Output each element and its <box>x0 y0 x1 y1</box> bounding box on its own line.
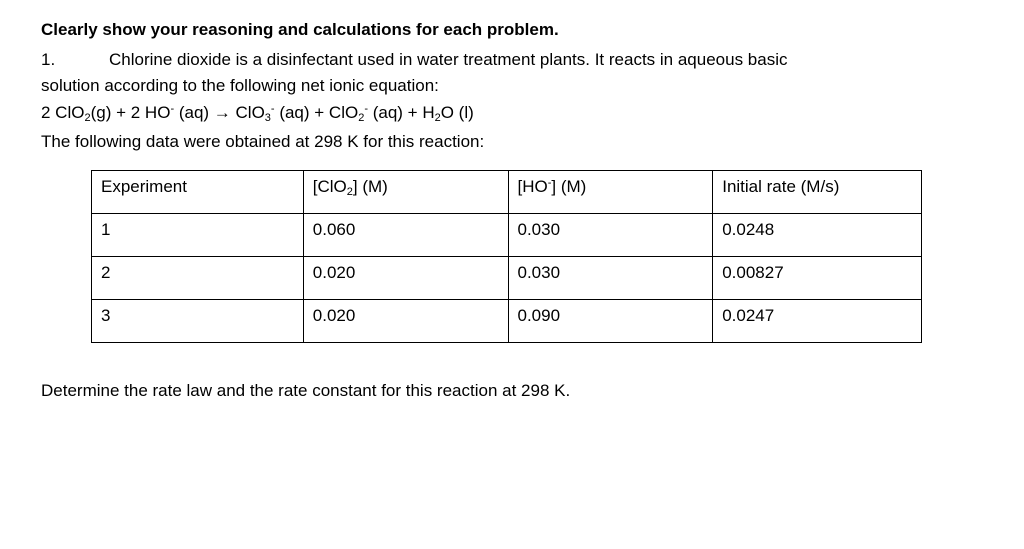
cell-clo2: 0.020 <box>303 300 508 343</box>
data-intro: The following data were obtained at 298 K for this reaction: <box>41 132 485 151</box>
table-row <box>92 214 922 257</box>
eq-charge: - <box>170 103 175 115</box>
cell-rate: 0.0248 <box>713 214 922 257</box>
header-text: [HO <box>517 177 548 196</box>
cell-clo2: 0.020 <box>303 257 508 300</box>
reaction-arrow-icon: → <box>213 103 231 122</box>
eq-part: O (l) <box>440 103 474 122</box>
cell-rate: 0.0247 <box>713 300 922 343</box>
header-ho <box>508 171 713 214</box>
problem-number: 1. <box>41 50 56 69</box>
eq-charge: - <box>364 103 368 115</box>
table-row <box>92 300 922 343</box>
header-sub: 2 <box>346 186 353 198</box>
eq-part: 2 ClO <box>41 103 85 122</box>
net-ionic-equation <box>41 103 474 123</box>
eq-sub: 2 <box>434 112 441 124</box>
header-text: [ClO <box>312 177 347 196</box>
header-charge: - <box>547 177 552 189</box>
instructions-heading: Clearly show your reasoning and calculations for each problem. <box>41 20 559 39</box>
header-text: ] (M) <box>551 177 587 196</box>
header-rate: Initial rate (M/s) <box>713 171 922 214</box>
eq-part: ClO <box>230 103 265 122</box>
table-row <box>92 257 922 300</box>
problem-intro-line1 <box>41 50 787 70</box>
eq-part: (aq) + ClO <box>274 103 359 122</box>
cell-rate: 0.00827 <box>713 257 922 300</box>
cell-experiment: 3 <box>92 300 304 343</box>
cell-ho: 0.090 <box>508 300 713 343</box>
eq-part: (aq) <box>174 103 214 122</box>
cell-clo2: 0.060 <box>303 214 508 257</box>
problem-intro-text: Chlorine dioxide is a disinfectant used in water treatment plants. It reacts in aqueous basic <box>109 50 788 69</box>
header-clo2 <box>303 171 508 214</box>
cell-ho: 0.030 <box>508 257 713 300</box>
rate-data-table <box>91 170 922 343</box>
cell-experiment: 2 <box>92 257 304 300</box>
problem-intro-line2: solution according to the following net ionic equation: <box>41 76 439 95</box>
question-text: Determine the rate law and the rate constant for this reaction at 298 K. <box>41 381 571 400</box>
header-experiment: Experiment <box>92 171 304 214</box>
eq-sub: 2 <box>358 112 365 124</box>
header-text: ] (M) <box>352 177 388 196</box>
eq-charge: - <box>270 103 275 115</box>
eq-part: (aq) + H <box>368 103 435 122</box>
cell-experiment: 1 <box>92 214 304 257</box>
eq-sub: 3 <box>264 112 271 124</box>
eq-sub: 2 <box>84 112 91 124</box>
table-header-row <box>92 171 922 214</box>
eq-part: (g) + 2 HO <box>90 103 171 122</box>
cell-ho: 0.030 <box>508 214 713 257</box>
